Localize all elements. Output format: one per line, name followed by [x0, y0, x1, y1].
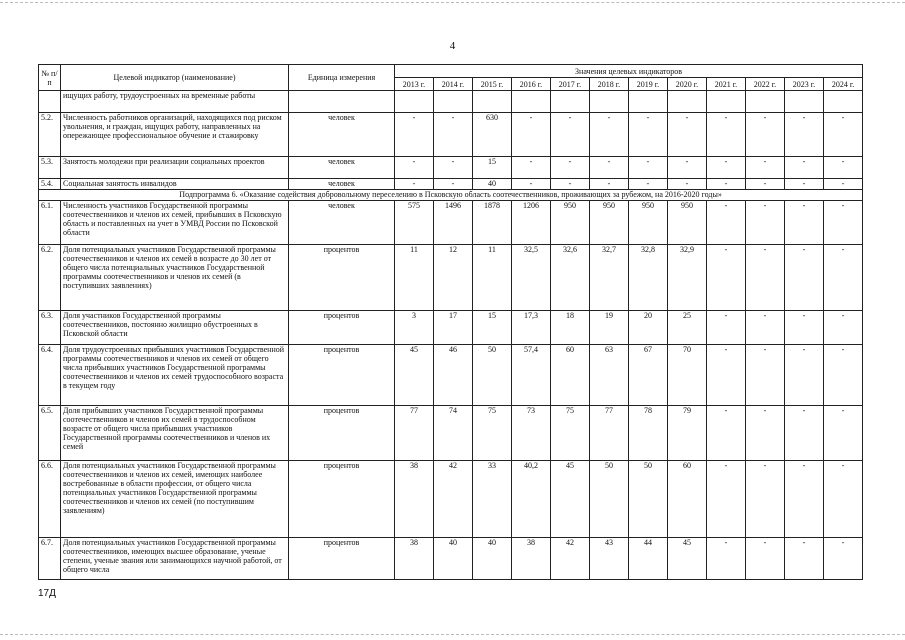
value-cell: 950: [629, 201, 668, 245]
value-cell: -: [668, 179, 707, 190]
value-cell: 75: [551, 406, 590, 461]
value-cell: 40: [473, 538, 512, 580]
header-year: 2013 г.: [395, 78, 434, 91]
value-cell: 20: [629, 311, 668, 345]
table-row: [39, 113, 863, 157]
table-row: [39, 406, 863, 461]
row-number: 6.3.: [39, 311, 61, 345]
header-year: 2024 г.: [824, 78, 863, 91]
value-cell: -: [824, 461, 863, 538]
value-cell: 12: [434, 245, 473, 311]
table-row: [39, 311, 863, 345]
row-number: 5.3.: [39, 157, 61, 179]
value-cell: 42: [551, 538, 590, 580]
value-cell: 74: [434, 406, 473, 461]
value-cell: -: [629, 179, 668, 190]
value-cell: -: [785, 311, 824, 345]
unit-cell: человек: [289, 201, 395, 245]
value-cell: -: [707, 406, 746, 461]
header-year: 2019 г.: [629, 78, 668, 91]
value-cell: -: [824, 113, 863, 157]
value-cell: -: [629, 113, 668, 157]
unit-cell: процентов: [289, 311, 395, 345]
value-cell: -: [785, 538, 824, 580]
value-cell: -: [746, 406, 785, 461]
value-cell: 33: [473, 461, 512, 538]
value-cell: 45: [668, 538, 707, 580]
indicators-table: [38, 64, 863, 580]
value-cell: 63: [590, 345, 629, 406]
value-cell: -: [434, 113, 473, 157]
value-cell: -: [434, 179, 473, 190]
value-cell: [434, 91, 473, 113]
value-cell: -: [746, 113, 785, 157]
value-cell: 78: [629, 406, 668, 461]
subprogram-row: [39, 190, 863, 201]
value-cell: -: [551, 113, 590, 157]
page-number: 4: [449, 40, 456, 52]
value-cell: 1496: [434, 201, 473, 245]
indicator-name: ищущих работу, трудоустроенных на временные работы: [61, 91, 289, 113]
value-cell: 77: [590, 406, 629, 461]
value-cell: 11: [395, 245, 434, 311]
value-cell: 950: [668, 201, 707, 245]
unit-cell: процентов: [289, 538, 395, 580]
value-cell: -: [707, 157, 746, 179]
unit-cell: человек: [289, 113, 395, 157]
table-row: [39, 179, 863, 190]
header-year: 2015 г.: [473, 78, 512, 91]
header-values-title: Значения целевых индикаторов: [395, 65, 863, 78]
value-cell: -: [785, 113, 824, 157]
value-cell: -: [512, 157, 551, 179]
value-cell: -: [785, 345, 824, 406]
table-row: [39, 201, 863, 245]
value-cell: 43: [590, 538, 629, 580]
value-cell: 73: [512, 406, 551, 461]
value-cell: -: [512, 113, 551, 157]
value-cell: 57,4: [512, 345, 551, 406]
header-year: 2020 г.: [668, 78, 707, 91]
value-cell: -: [668, 113, 707, 157]
value-cell: 15: [473, 311, 512, 345]
unit-cell: человек: [289, 157, 395, 179]
value-cell: -: [746, 461, 785, 538]
value-cell: -: [785, 406, 824, 461]
value-cell: 42: [434, 461, 473, 538]
value-cell: 1878: [473, 201, 512, 245]
value-cell: 50: [590, 461, 629, 538]
value-cell: -: [785, 201, 824, 245]
value-cell: -: [824, 345, 863, 406]
value-cell: -: [707, 201, 746, 245]
header-indicator: Целевой индикатор (наименование): [61, 65, 289, 91]
value-cell: -: [707, 311, 746, 345]
value-cell: -: [824, 538, 863, 580]
value-cell: -: [746, 345, 785, 406]
scan-edge-top: [0, 2, 905, 3]
value-cell: -: [590, 179, 629, 190]
value-cell: -: [746, 311, 785, 345]
value-cell: 17,3: [512, 311, 551, 345]
value-cell: -: [746, 157, 785, 179]
value-cell: 45: [551, 461, 590, 538]
value-cell: -: [824, 157, 863, 179]
value-cell: -: [746, 201, 785, 245]
indicator-name: Социальная занятость инвалидов: [61, 179, 289, 190]
value-cell: 32,6: [551, 245, 590, 311]
row-number: 6.5.: [39, 406, 61, 461]
value-cell: 79: [668, 406, 707, 461]
value-cell: 50: [629, 461, 668, 538]
value-cell: -: [551, 157, 590, 179]
value-cell: 32,7: [590, 245, 629, 311]
value-cell: 40: [434, 538, 473, 580]
header-year: 2022 г.: [746, 78, 785, 91]
value-cell: -: [512, 179, 551, 190]
header-year: 2021 г.: [707, 78, 746, 91]
row-number: 6.4.: [39, 345, 61, 406]
value-cell: -: [590, 113, 629, 157]
value-cell: 32,5: [512, 245, 551, 311]
value-cell: 77: [395, 406, 434, 461]
value-cell: -: [785, 157, 824, 179]
table-row: [39, 461, 863, 538]
value-cell: 40: [473, 179, 512, 190]
value-cell: 60: [668, 461, 707, 538]
value-cell: 950: [551, 201, 590, 245]
value-cell: 11: [473, 245, 512, 311]
value-cell: 575: [395, 201, 434, 245]
value-cell: -: [785, 461, 824, 538]
value-cell: -: [746, 179, 785, 190]
value-cell: 18: [551, 311, 590, 345]
value-cell: 15: [473, 157, 512, 179]
value-cell: [785, 91, 824, 113]
value-cell: -: [707, 538, 746, 580]
value-cell: -: [395, 179, 434, 190]
value-cell: -: [824, 406, 863, 461]
value-cell: 60: [551, 345, 590, 406]
value-cell: -: [590, 157, 629, 179]
subprogram-title: Подпрограмма 6. «Оказание содействия добровольному переселению в Псковскую область соотечественников, проживающих за рубежом, на 2016-2020 годы»: [39, 190, 863, 201]
header-num: № п/п: [39, 65, 61, 91]
value-cell: 38: [512, 538, 551, 580]
value-cell: -: [746, 538, 785, 580]
value-cell: -: [785, 245, 824, 311]
row-number: 5.4.: [39, 179, 61, 190]
value-cell: -: [824, 245, 863, 311]
row-number: 6.7.: [39, 538, 61, 580]
footer-code: 17Д: [38, 588, 56, 599]
value-cell: [473, 91, 512, 113]
value-cell: [590, 91, 629, 113]
value-cell: -: [434, 157, 473, 179]
value-cell: -: [707, 345, 746, 406]
value-cell: 40,2: [512, 461, 551, 538]
indicator-name: Численность участников Государственной программы соотечественников и членов их семей, прибывших в Псковскую область и поставленных на учет в УМВД России по Псковской области: [61, 201, 289, 245]
value-cell: -: [629, 157, 668, 179]
value-cell: -: [785, 179, 824, 190]
value-cell: [824, 91, 863, 113]
value-cell: -: [551, 179, 590, 190]
header-unit: Единица измерения: [289, 65, 395, 91]
value-cell: 46: [434, 345, 473, 406]
indicator-name: Доля прибывших участников Государственной программы соотечественников и членов их семей в трудоспособном возрасте от общего числа прибывших участников Государственной программы соотечественников и членов их семей: [61, 406, 289, 461]
value-cell: 17: [434, 311, 473, 345]
value-cell: -: [395, 157, 434, 179]
value-cell: 44: [629, 538, 668, 580]
row-number: 6.6.: [39, 461, 61, 538]
value-cell: 32,8: [629, 245, 668, 311]
value-cell: 3: [395, 311, 434, 345]
value-cell: 38: [395, 461, 434, 538]
indicator-name: Доля потенциальных участников Государственной программы соотечественников и членов их семей, имеющих наиболее востребованные в области профессии, от общего числа потенциальных участников Государственной программы соотечественников и членов их семей (по поступившим заявлениям): [61, 461, 289, 538]
unit-cell: процентов: [289, 245, 395, 311]
value-cell: -: [668, 157, 707, 179]
indicator-name: Доля трудоустроенных прибывших участников Государственной программы соотечественников и членов их семей от общего числа прибывших участников Государственной программы соотечественников и членов их семей трудоспособного возраста в текущем году: [61, 345, 289, 406]
value-cell: [707, 91, 746, 113]
value-cell: 67: [629, 345, 668, 406]
value-cell: [395, 91, 434, 113]
row-number: 6.1.: [39, 201, 61, 245]
indicator-name: Численность работников организаций, находящихся под риском увольнения, и граждан, ищущих работу, направленных на опережающее профессиональное обучение и стажировку: [61, 113, 289, 157]
value-cell: 38: [395, 538, 434, 580]
value-cell: [512, 91, 551, 113]
value-cell: -: [707, 179, 746, 190]
indicator-name: Доля потенциальных участников Государственной программы соотечественников и членов их семей в возрасте до 30 лет от общего числа потенциальных участников Государственной программы соотечественников и членов их семей (в поступивших заявлениях): [61, 245, 289, 311]
header-year: 2017 г.: [551, 78, 590, 91]
unit-cell: процентов: [289, 461, 395, 538]
value-cell: [551, 91, 590, 113]
value-cell: 19: [590, 311, 629, 345]
value-cell: 1206: [512, 201, 551, 245]
unit-cell: человек: [289, 179, 395, 190]
value-cell: 25: [668, 311, 707, 345]
indicator-name: Занятость молодежи при реализации социальных проектов: [61, 157, 289, 179]
value-cell: 45: [395, 345, 434, 406]
value-cell: 630: [473, 113, 512, 157]
scan-edge-bottom: [0, 634, 905, 635]
value-cell: -: [746, 245, 785, 311]
value-cell: -: [824, 311, 863, 345]
value-cell: 50: [473, 345, 512, 406]
value-cell: -: [707, 461, 746, 538]
row-number: 6.2.: [39, 245, 61, 311]
header-year: 2023 г.: [785, 78, 824, 91]
table-row: [39, 538, 863, 580]
table-row: [39, 91, 863, 113]
value-cell: 950: [590, 201, 629, 245]
unit-cell: процентов: [289, 345, 395, 406]
value-cell: -: [707, 245, 746, 311]
table-row: [39, 245, 863, 311]
header-year: 2016 г.: [512, 78, 551, 91]
value-cell: 70: [668, 345, 707, 406]
value-cell: -: [824, 201, 863, 245]
value-cell: [629, 91, 668, 113]
value-cell: -: [824, 179, 863, 190]
header-year: 2014 г.: [434, 78, 473, 91]
unit-cell: процентов: [289, 406, 395, 461]
value-cell: [746, 91, 785, 113]
value-cell: -: [395, 113, 434, 157]
value-cell: [668, 91, 707, 113]
value-cell: 75: [473, 406, 512, 461]
unit-cell: [289, 91, 395, 113]
row-number: [39, 91, 61, 113]
header-year: 2018 г.: [590, 78, 629, 91]
indicator-name: Доля потенциальных участников Государственной программы соотечественников, имеющих высшее образование, ученые степени, ученые звания или занимающихся научной работой, от общего числа: [61, 538, 289, 580]
table-row: [39, 157, 863, 179]
row-number: 5.2.: [39, 113, 61, 157]
value-cell: -: [707, 113, 746, 157]
value-cell: 32,9: [668, 245, 707, 311]
indicator-name: Доля участников Государственной программы соотечественников, постоянно жилищно обустроенных в Псковской области: [61, 311, 289, 345]
table-row: [39, 345, 863, 406]
